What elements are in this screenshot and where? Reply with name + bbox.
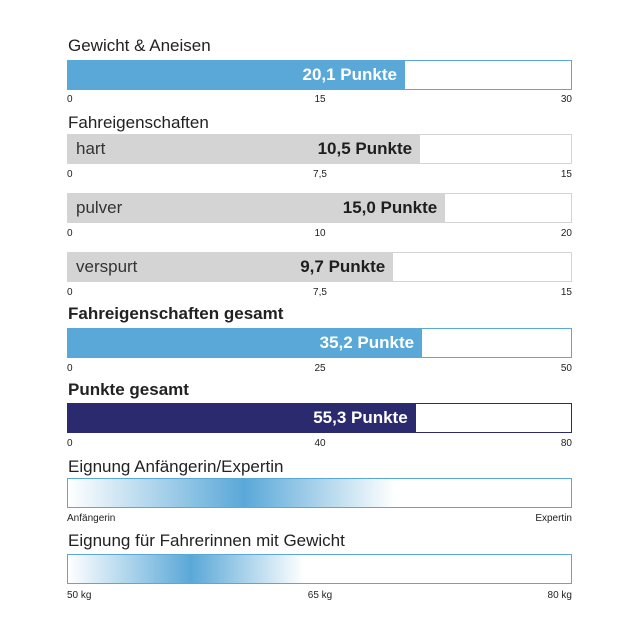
bar-pulver <box>67 193 572 223</box>
bar-value-label: 15,0 Punkte <box>342 198 438 217</box>
tick-min: 0 <box>67 228 73 239</box>
bar-category-label: verspurt <box>76 257 138 276</box>
tick-mid: 7,5 <box>313 287 327 298</box>
bar-hart <box>67 134 572 164</box>
title-fahreigenschaften-gesamt: Fahreigenschaften gesamt <box>68 304 284 323</box>
tick-mid: 40 <box>314 438 326 449</box>
title-fahreigenschaften: Fahreigenschaften <box>68 113 209 132</box>
bar-value-label: 20,1 Punkte <box>302 65 397 84</box>
gradient-bar-eignung-gewicht <box>67 554 572 584</box>
bar-fill <box>68 329 422 357</box>
bar-category-label: pulver <box>76 198 123 217</box>
tick-max: 15 <box>560 169 572 180</box>
bar-fill <box>68 194 445 222</box>
tick-mid: 65 kg <box>307 590 333 601</box>
bar-fill <box>68 404 416 432</box>
tick-mid: 10 <box>314 228 326 239</box>
tick-max: Expertin <box>535 513 572 524</box>
bar-value-label: 10,5 Punkte <box>317 139 413 158</box>
bar-gewicht-aneisen <box>67 60 572 90</box>
gradient-fill <box>68 479 395 507</box>
tick-max: 20 <box>560 228 572 239</box>
tick-max: 50 <box>560 363 572 374</box>
title-eignung-gewicht: Eignung für Fahrerinnen mit Gewicht <box>68 531 345 550</box>
bar-punkte-gesamt <box>67 403 572 433</box>
tick-max: 30 <box>560 94 572 105</box>
bar-fill <box>68 61 405 89</box>
tick-mid: 7,5 <box>313 169 327 180</box>
bar-verspurt <box>67 252 572 282</box>
tick-mid: 15 <box>314 94 326 105</box>
tick-mid: 25 <box>314 363 326 374</box>
bar-fill <box>68 135 420 163</box>
title-eignung-anfaengerin-expertin: Eignung Anfängerin/Expertin <box>68 457 284 476</box>
bar-category-label: hart <box>76 139 106 158</box>
tick-min: 0 <box>67 363 73 374</box>
tick-max: 80 kg <box>547 590 572 601</box>
tick-min: 0 <box>67 287 73 298</box>
bar-value-label: 55,3 Punkte <box>313 408 408 427</box>
tick-min: Anfängerin <box>67 513 116 524</box>
bar-value-label: 35,2 Punkte <box>319 333 415 352</box>
bar-value-label: 9,7 Punkte <box>300 257 386 276</box>
bar-fahreigenschaften-gesamt <box>67 328 572 358</box>
tick-min: 0 <box>67 94 73 105</box>
tick-max: 15 <box>560 287 572 298</box>
gradient-bar-eignung-level <box>67 478 572 508</box>
tick-min: 50 kg <box>67 590 92 601</box>
title-gewicht-aneisen: Gewicht & Aneisen <box>68 36 211 55</box>
tick-max: 80 <box>560 438 572 449</box>
title-punkte-gesamt: Punkte gesamt <box>68 380 189 399</box>
tick-min: 0 <box>67 438 73 449</box>
gradient-fill <box>68 555 304 583</box>
tick-min: 0 <box>67 169 73 180</box>
